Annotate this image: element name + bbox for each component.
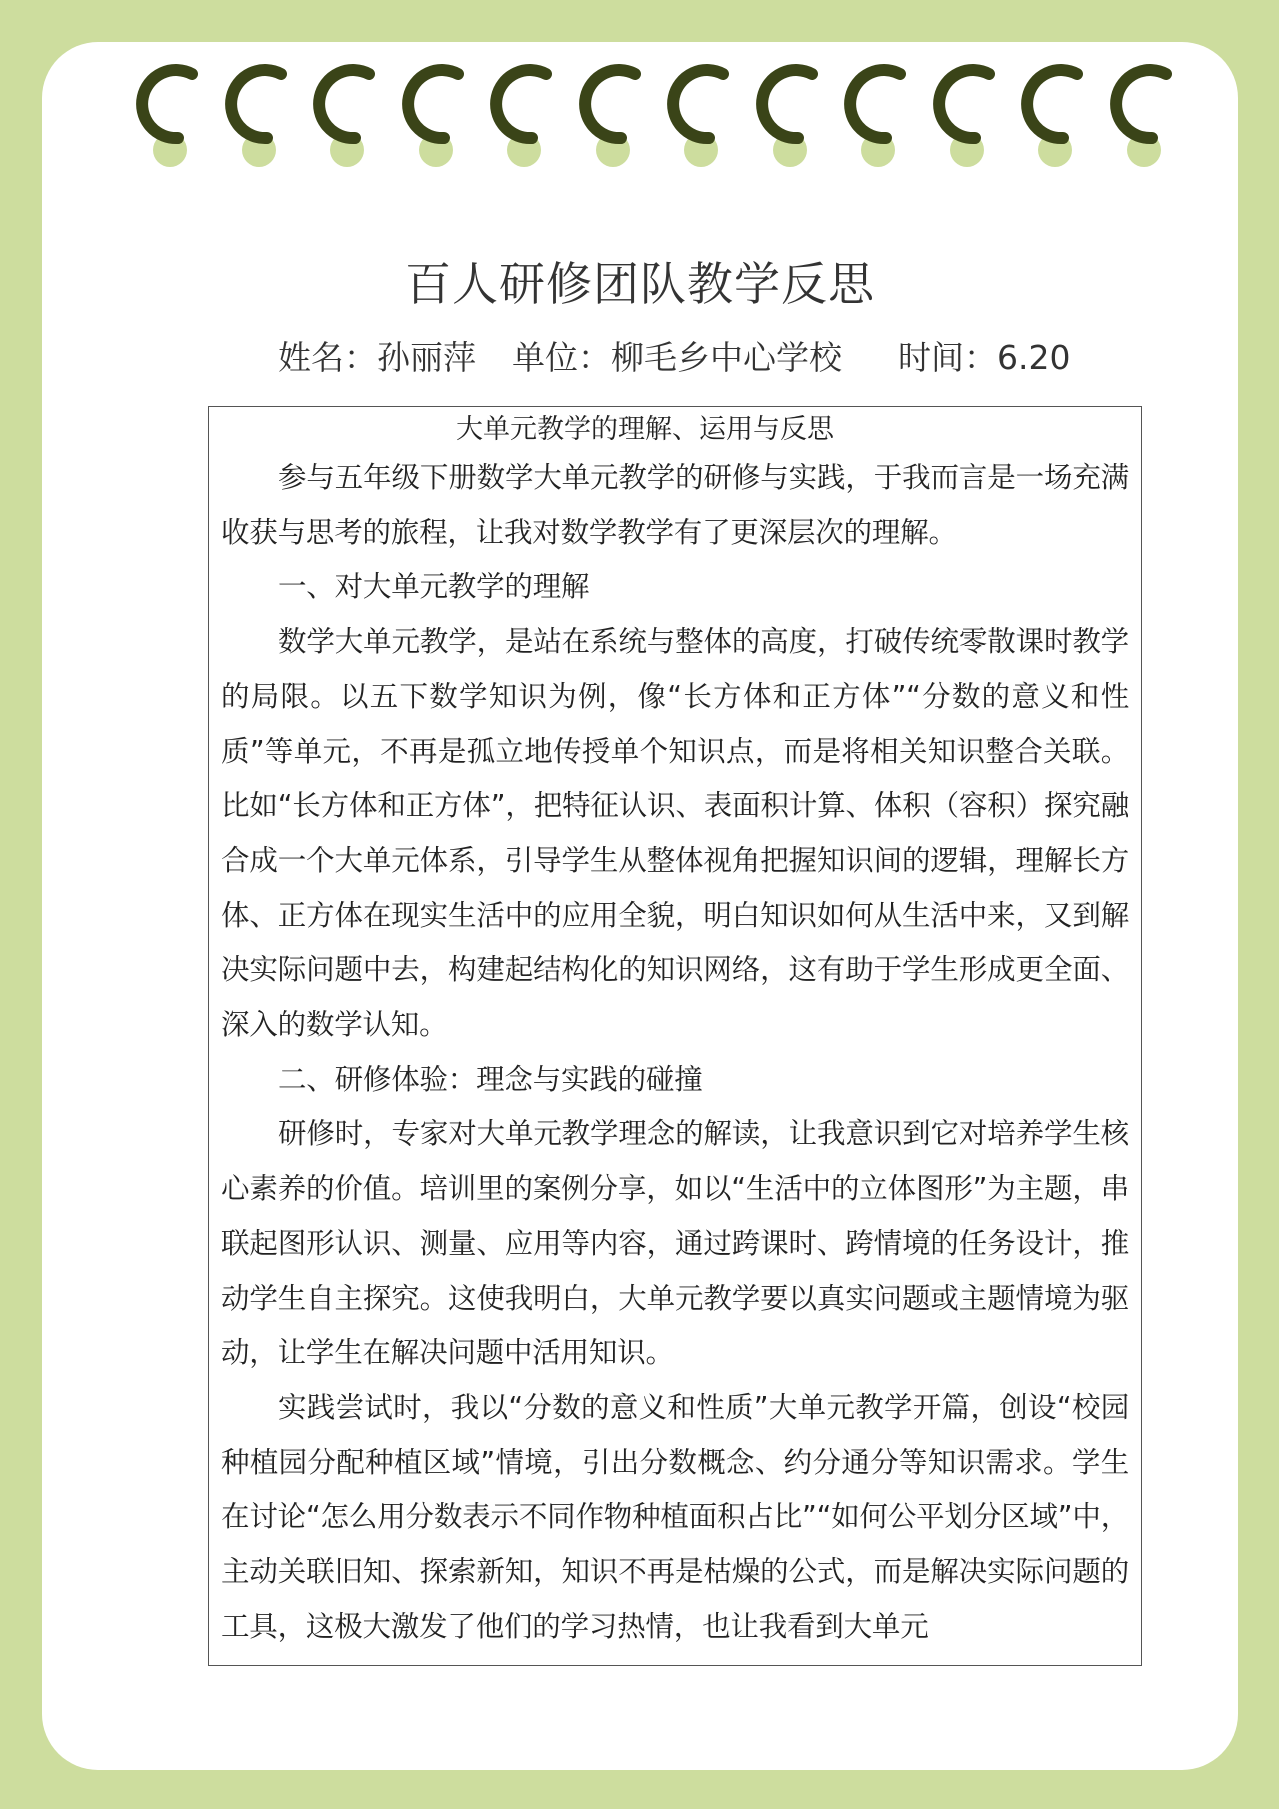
binder-ring [468, 64, 560, 174]
binder-ring [645, 64, 737, 174]
binder-ring [822, 64, 914, 174]
binder-ring [999, 64, 1091, 174]
binder-ring [557, 64, 649, 174]
binder-ring [1088, 64, 1180, 174]
binder-ring [734, 64, 826, 174]
notebook-page [42, 42, 1238, 1770]
binder-ring [911, 64, 1003, 174]
binder-ring [291, 64, 383, 174]
date: 时间：6.20 [898, 338, 1071, 377]
author-name: 姓名：孙丽萍 [278, 338, 476, 377]
essay-paragraph: 实践尝试时，我以“分数的意义和性质”大单元教学开篇，创设“校园种植园分配种植区域”情境，引出分数概念、约分通分等知识需求。学生在讨论“怎么用分数表示不同作物种植面积占比”“如何公平划分区域”中，主动关联旧知、探索新知，知识不再是枯燥的公式，而是解决实际问题的工具，这极大激发了他们的学习热情，也让我看到大单元 [221, 1390, 1129, 1643]
essay-box [208, 406, 1142, 1666]
essay-paragraph: 参与五年级下册数学大单元教学的研修与实践，于我而言是一场充满收获与思考的旅程，让我对数学教学有了更深层次的理解。 [221, 461, 1129, 549]
author-info [278, 332, 1070, 379]
binder-ring [380, 64, 472, 174]
essay-paragraph: 数学大单元教学，是站在系统与整体的高度，打破传统零散课时教学的局限。以五下数学知识为例，像“长方体和正方体”“分数的意义和性质”等单元，不再是孤立地传授单个知识点，而是将相关知识整合关联。比如“长方体和正方体”，把特征认识、表面积计算、体积（容积）探究融合成一个大单元体系，引导学生从整体视角把握知识间的逻辑，理解长方体、正方体在现实生活中的应用全貌，明白知识如何从生活中来，又到解决实际问题中去，构建起结构化的知识网络，这有助于学生形成更全面、深入的数学认知。 [221, 625, 1129, 1042]
page-title: 百人研修团队教学反思 [405, 257, 875, 311]
essay-heading: 大单元教学的理解、运用与反思 [456, 414, 834, 445]
section-heading: 一、对大单元教学的理解 [278, 570, 590, 604]
binder-ring [114, 64, 206, 174]
essay-paragraph: 研修时，专家对大单元教学理念的解读，让我意识到它对培养学生核心素养的价值。培训里的案例分享，如以“生活中的立体图形”为主题，串联起图形认识、测量、应用等内容，通过跨课时、跨情境的任务设计，推动学生自主探究。这使我明白，大单元教学要以真实问题或主题情境为驱动，让学生在解决问题中活用知识。 [221, 1117, 1129, 1370]
author-unit: 单位：柳毛乡中心学校 [512, 338, 842, 377]
binder-ring [203, 64, 295, 174]
section-heading: 二、研修体验：理念与实践的碰撞 [278, 1062, 703, 1096]
